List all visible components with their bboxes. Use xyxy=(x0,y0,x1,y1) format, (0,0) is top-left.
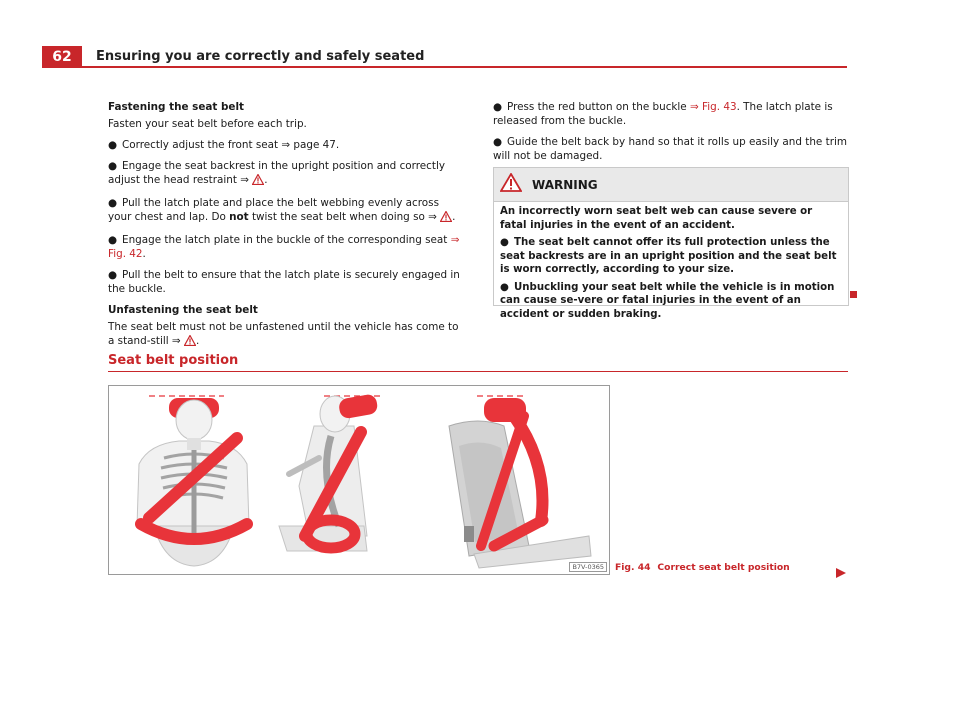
list-item: ● Engage the seat backrest in the upright position and correctly adjust the head restraint ⇒ . xyxy=(108,159,464,189)
warning-triangle-icon[interactable] xyxy=(440,211,452,226)
list-item: ● Engage the latch plate in the buckle of the corresponding seat ⇒ Fig. 42. xyxy=(108,234,460,260)
list-item: ● Guide the belt back by hand so that it rolls up easily and the trim will not be damaged. xyxy=(493,136,847,162)
figure-caption xyxy=(615,562,790,573)
section-title: Seat belt position xyxy=(108,353,239,368)
seat-belt-illustration xyxy=(108,385,610,575)
warning-triangle-icon xyxy=(500,173,522,196)
warning-triangle-icon[interactable] xyxy=(252,174,264,189)
page-number: 62 xyxy=(42,46,82,68)
warning-text: An incorrectly worn seat belt web can cause severe or fatal injuries in the event of an accident. xyxy=(500,206,813,231)
fasten-heading: Fastening the seat belt xyxy=(108,101,244,113)
warning-bullet: ● Unbuckling your seat belt while the vehicle is in motion can cause se-vere or fatal injuries in the event of an accident or sudden braking. xyxy=(500,281,835,320)
running-header: Ensuring you are correctly and safely seated xyxy=(96,49,425,64)
list-item: ● Correctly adjust the front seat ⇒ page 47. xyxy=(108,139,340,151)
figure-caption-text: Correct seat belt position xyxy=(657,562,790,573)
unfasten-text: The seat belt must not be unfastened until the vehicle has come to a stand-still ⇒ . xyxy=(108,320,464,350)
warning-header xyxy=(494,168,848,202)
side-view-skeleton xyxy=(279,393,379,551)
figure-code: B7V-0365 xyxy=(569,562,607,572)
warning-box xyxy=(493,167,849,320)
section-rule xyxy=(108,371,848,372)
seat-side-figure xyxy=(449,398,591,568)
left-column xyxy=(108,100,464,357)
unfasten-heading: Unfastening the seat belt xyxy=(108,304,258,316)
fig-42-link[interactable]: ⇒ Fig. 42 xyxy=(108,234,460,260)
fig-43-link[interactable]: ⇒ Fig. 43 xyxy=(690,101,737,113)
list-item: ● Pull the latch plate and place the belt webbing evenly across your chest and lap. Do not twist the seat belt when doing so ⇒ . xyxy=(108,196,464,226)
warning-title: WARNING xyxy=(532,177,598,192)
fasten-intro: Fasten your seat belt before each trip. xyxy=(108,118,307,130)
front-view-figure xyxy=(137,398,249,566)
right-column xyxy=(493,100,848,170)
continue-arrow-icon[interactable] xyxy=(836,563,846,582)
warning-triangle-icon[interactable] xyxy=(184,335,196,350)
list-item: ● Press the red button on the buckle ⇒ Fig. 43. The latch plate is released from the buckle. xyxy=(493,101,833,127)
figure-label: Fig. 44 xyxy=(615,562,651,573)
section-end-marker xyxy=(850,291,857,298)
header-rule xyxy=(82,66,847,68)
illustration-svg xyxy=(109,386,609,574)
warning-body xyxy=(494,202,848,321)
list-item: ● Pull the belt to ensure that the latch plate is securely engaged in the buckle. xyxy=(108,269,460,295)
warning-bullet: ● The seat belt cannot offer its full protection unless the seat backrests are in an upright position and the seat belt is worn correctly, according to your size. xyxy=(500,237,837,275)
